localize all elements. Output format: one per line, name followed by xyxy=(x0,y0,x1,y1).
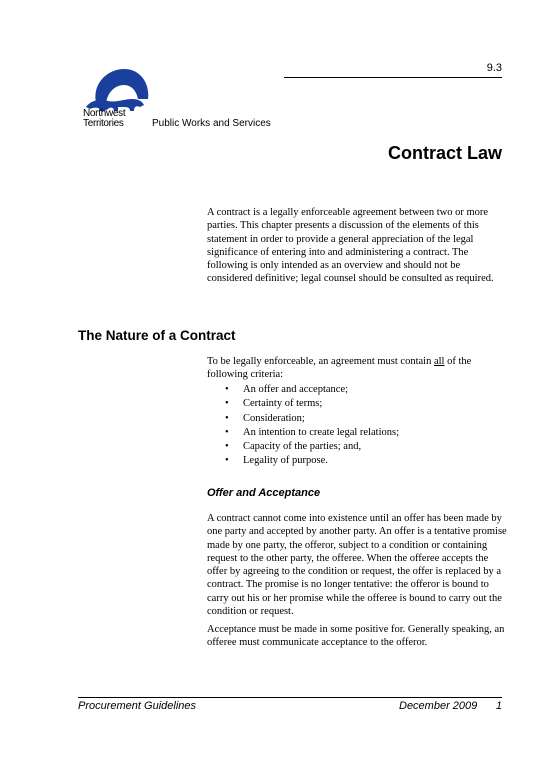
list-item: • An intention to create legal relations; xyxy=(225,426,399,440)
lead-text-emphasis: all xyxy=(433,356,445,367)
criteria-list xyxy=(225,383,399,469)
footer-doc-title: Procurement Guidelines xyxy=(78,700,197,712)
section-number: 9.3 xyxy=(486,62,502,74)
page-number: 1 xyxy=(495,700,502,712)
header-rule xyxy=(284,77,502,78)
nature-lead-paragraph xyxy=(207,355,507,382)
list-item: • Consideration; xyxy=(225,412,399,426)
department-name: Public Works and Services xyxy=(152,118,271,129)
list-item: • Legality of purpose. xyxy=(225,454,399,468)
lead-text-after: of the following criteria: xyxy=(207,356,472,381)
acceptance-paragraph: Acceptance must be made in some positive for. Generally speaking, an offeree must communicate acceptance to the offeror. xyxy=(207,624,505,649)
org-name-line1: Northwest xyxy=(83,108,126,119)
section-heading-nature: The Nature of a Contract xyxy=(78,328,236,343)
intro-paragraph: A contract is a legally enforceable agreement between two or more parties. This chapter presents a discussion of the elements of this statement in order to provide a general appreciation of the legal significance of entering into and administering a contract. The following is only intended as an overview and should not be considered definitive; legal counsel should be consulted as required. xyxy=(207,207,494,285)
list-item: • Capacity of the parties; and, xyxy=(225,440,399,454)
footer-rule xyxy=(78,697,502,698)
page-title: Contract Law xyxy=(387,143,502,163)
offer-paragraph: A contract cannot come into existence until an offer has been made by one party and accepted by another party. An offer is a tentative promise made by one party, the offeror, subject to a condition or containing request to the other party, the offeree. When the offeree accepts the offer by agreeing to the condition or request, the offer is replaced by a contract. The promise is no longer tentative: the offeror is bound to carry out his or her promise while the offeree is bound to carry out the condition or request. xyxy=(207,513,507,618)
subheading-offer-acceptance: Offer and Acceptance xyxy=(207,487,321,499)
list-item: • An offer and acceptance; xyxy=(225,383,399,397)
lead-text-before: To be legally enforceable, an agreement must contain xyxy=(207,356,434,367)
list-item: • Certainty of terms; xyxy=(225,397,399,411)
footer-date: December 2009 xyxy=(399,700,478,712)
org-name-line2: Territories xyxy=(83,118,124,129)
